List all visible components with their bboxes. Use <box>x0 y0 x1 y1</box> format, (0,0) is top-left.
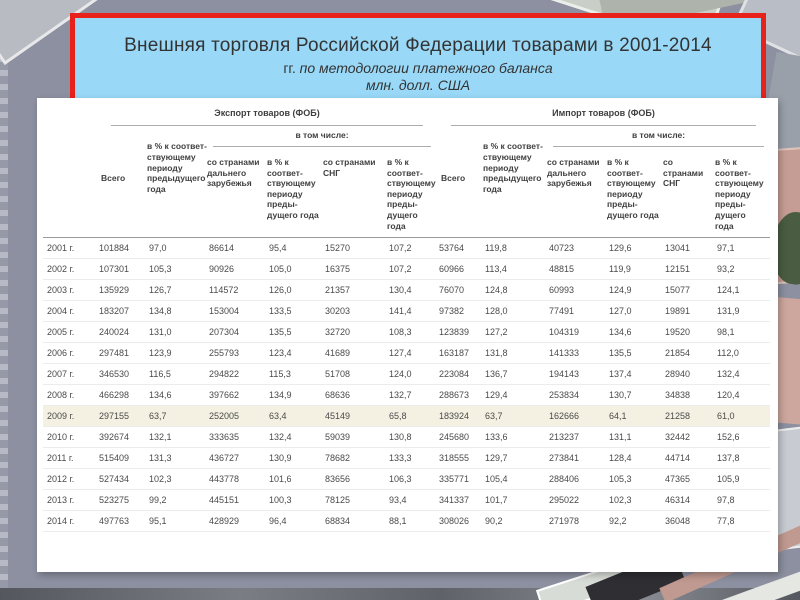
cell-value: 131,8 <box>483 343 547 364</box>
cell-value: 63,7 <box>483 406 547 427</box>
cell-value: 107,2 <box>387 238 437 259</box>
cell-value: 126,7 <box>147 280 207 301</box>
export-far-abroad-header: со странами дальнего зарубежья <box>207 153 267 238</box>
cell-value: 45149 <box>323 406 387 427</box>
cell-value: 341337 <box>437 490 483 511</box>
table-row <box>43 343 770 364</box>
cell-value: 21854 <box>663 343 715 364</box>
cell-value: 252005 <box>207 406 267 427</box>
import-far-abroad-pct-header: в % к соответствующему периоду предыдущего года <box>607 153 663 238</box>
cell-value: 308026 <box>437 511 483 532</box>
cell-value: 90926 <box>207 259 267 280</box>
cell-value: 131,3 <box>147 448 207 469</box>
cell-value: 131,9 <box>715 301 770 322</box>
row-year: 2010 г. <box>43 427 97 448</box>
row-year: 2003 г. <box>43 280 97 301</box>
row-year: 2014 г. <box>43 511 97 532</box>
row-year: 2002 г. <box>43 259 97 280</box>
cell-value: 19891 <box>663 301 715 322</box>
cell-value: 46314 <box>663 490 715 511</box>
export-far-abroad-pct-header: в % к соответствующему периоду предыдущего года <box>267 153 323 238</box>
cell-value: 163187 <box>437 343 483 364</box>
cell-value: 105,4 <box>483 469 547 490</box>
cell-value: 123,4 <box>267 343 323 364</box>
cell-value: 207304 <box>207 322 267 343</box>
table-row <box>43 280 770 301</box>
cell-value: 124,1 <box>715 280 770 301</box>
cell-value: 515409 <box>97 448 147 469</box>
slide-units: млн. долл. США <box>365 77 471 93</box>
cell-value: 107301 <box>97 259 147 280</box>
cell-value: 101884 <box>97 238 147 259</box>
cell-value: 101,7 <box>483 490 547 511</box>
cell-value: 392674 <box>97 427 147 448</box>
cell-value: 32442 <box>663 427 715 448</box>
cell-value: 124,0 <box>387 364 437 385</box>
import-total-header: Всего <box>437 126 483 238</box>
cell-value: 108,3 <box>387 322 437 343</box>
cell-value: 76070 <box>437 280 483 301</box>
background-photo <box>0 0 8 600</box>
cell-value: 194143 <box>547 364 607 385</box>
row-year: 2013 г. <box>43 490 97 511</box>
cell-value: 141,4 <box>387 301 437 322</box>
cell-value: 126,0 <box>267 280 323 301</box>
cell-value: 288673 <box>437 385 483 406</box>
cell-value: 134,6 <box>607 322 663 343</box>
cell-value: 34838 <box>663 385 715 406</box>
cell-value: 68636 <box>323 385 387 406</box>
cell-value: 115,3 <box>267 364 323 385</box>
cell-value: 288406 <box>547 469 607 490</box>
table-row <box>43 490 770 511</box>
cell-value: 114572 <box>207 280 267 301</box>
cell-value: 152,6 <box>715 427 770 448</box>
slide-title-box <box>70 13 766 103</box>
cell-value: 294822 <box>207 364 267 385</box>
table-row <box>43 385 770 406</box>
row-year: 2005 г. <box>43 322 97 343</box>
cell-value: 497763 <box>97 511 147 532</box>
cell-value: 255793 <box>207 343 267 364</box>
cell-value: 183924 <box>437 406 483 427</box>
cell-value: 12151 <box>663 259 715 280</box>
cell-value: 88,1 <box>387 511 437 532</box>
cell-value: 68834 <box>323 511 387 532</box>
cell-value: 129,7 <box>483 448 547 469</box>
row-year: 2004 г. <box>43 301 97 322</box>
table-row <box>43 238 770 259</box>
cell-value: 60993 <box>547 280 607 301</box>
table-row <box>43 322 770 343</box>
import-cis-header: со странами СНГ <box>663 153 715 238</box>
cell-value: 297481 <box>97 343 147 364</box>
cell-value: 128,0 <box>483 301 547 322</box>
import-total-pct-header: в % к соответствующему периоду предыдущего года <box>483 126 547 238</box>
cell-value: 93,2 <box>715 259 770 280</box>
table-row <box>43 406 770 427</box>
cell-value: 153004 <box>207 301 267 322</box>
cell-value: 133,6 <box>483 427 547 448</box>
slide-title: Внешняя торговля Российской Федерации товарами в 2001-2014 <box>124 35 712 56</box>
cell-value: 134,8 <box>147 301 207 322</box>
cell-value: 271978 <box>547 511 607 532</box>
cell-value: 61,0 <box>715 406 770 427</box>
cell-value: 132,7 <box>387 385 437 406</box>
cell-value: 135929 <box>97 280 147 301</box>
cell-value: 141333 <box>547 343 607 364</box>
cell-value: 104319 <box>547 322 607 343</box>
cell-value: 28940 <box>663 364 715 385</box>
cell-value: 213237 <box>547 427 607 448</box>
cell-value: 95,1 <box>147 511 207 532</box>
cell-value: 128,4 <box>607 448 663 469</box>
cell-value: 135,5 <box>267 322 323 343</box>
cell-value: 60966 <box>437 259 483 280</box>
cell-value: 436727 <box>207 448 267 469</box>
export-total-header: Всего <box>97 126 147 238</box>
cell-value: 397662 <box>207 385 267 406</box>
cell-value: 96,4 <box>267 511 323 532</box>
export-including-header: в том числе: <box>207 126 437 153</box>
cell-value: 131,0 <box>147 322 207 343</box>
table-row <box>43 469 770 490</box>
cell-value: 97,8 <box>715 490 770 511</box>
cell-value: 32720 <box>323 322 387 343</box>
cell-value: 273841 <box>547 448 607 469</box>
cell-value: 134,6 <box>147 385 207 406</box>
cell-value: 183207 <box>97 301 147 322</box>
cell-value: 133,5 <box>267 301 323 322</box>
cell-value: 100,3 <box>267 490 323 511</box>
cell-value: 223084 <box>437 364 483 385</box>
cell-value: 90,2 <box>483 511 547 532</box>
cell-value: 86614 <box>207 238 267 259</box>
cell-value: 295022 <box>547 490 607 511</box>
cell-value: 40723 <box>547 238 607 259</box>
cell-value: 136,7 <box>483 364 547 385</box>
import-cis-pct-header: в % к соответствующему периоду предыдущего года <box>715 153 770 238</box>
row-year: 2012 г. <box>43 469 97 490</box>
cell-value: 41689 <box>323 343 387 364</box>
cell-value: 78125 <box>323 490 387 511</box>
cell-value: 65,8 <box>387 406 437 427</box>
cell-value: 30203 <box>323 301 387 322</box>
cell-value: 113,4 <box>483 259 547 280</box>
cell-value: 15077 <box>663 280 715 301</box>
cell-value: 106,3 <box>387 469 437 490</box>
row-year: 2011 г. <box>43 448 97 469</box>
cell-value: 130,4 <box>387 280 437 301</box>
row-year: 2006 г. <box>43 343 97 364</box>
cell-value: 102,3 <box>607 490 663 511</box>
row-year: 2009 г. <box>43 406 97 427</box>
cell-value: 101,6 <box>267 469 323 490</box>
cell-value: 127,4 <box>387 343 437 364</box>
cell-value: 124,8 <box>483 280 547 301</box>
slide-subtitle <box>75 60 761 76</box>
cell-value: 13041 <box>663 238 715 259</box>
cell-value: 77491 <box>547 301 607 322</box>
cell-value: 123839 <box>437 322 483 343</box>
cell-value: 64,1 <box>607 406 663 427</box>
cell-value: 335771 <box>437 469 483 490</box>
row-year: 2001 г. <box>43 238 97 259</box>
cell-value: 131,1 <box>607 427 663 448</box>
cell-value: 59039 <box>323 427 387 448</box>
cell-value: 137,8 <box>715 448 770 469</box>
cell-value: 53764 <box>437 238 483 259</box>
cell-value: 123,9 <box>147 343 207 364</box>
cell-value: 97382 <box>437 301 483 322</box>
cell-value: 102,3 <box>147 469 207 490</box>
cell-value: 105,3 <box>607 469 663 490</box>
table-row <box>43 427 770 448</box>
cell-value: 51708 <box>323 364 387 385</box>
cell-value: 527434 <box>97 469 147 490</box>
cell-value: 105,9 <box>715 469 770 490</box>
cell-value: 162666 <box>547 406 607 427</box>
cell-value: 346530 <box>97 364 147 385</box>
trade-table <box>43 105 770 532</box>
cell-value: 119,9 <box>607 259 663 280</box>
row-year: 2007 г. <box>43 364 97 385</box>
cell-value: 83656 <box>323 469 387 490</box>
cell-value: 97,0 <box>147 238 207 259</box>
cell-value: 19520 <box>663 322 715 343</box>
cell-value: 44714 <box>663 448 715 469</box>
import-including-header: в том числе: <box>547 126 770 153</box>
cell-value: 47365 <box>663 469 715 490</box>
export-cis-pct-header: в % к соответствующему периоду предыдущего года <box>387 153 437 238</box>
subtitle-prefix: гг. <box>283 60 296 76</box>
cell-value: 77,8 <box>715 511 770 532</box>
export-total-pct-header: в % к соответствующему периоду предыдущего года <box>147 126 207 238</box>
cell-value: 21258 <box>663 406 715 427</box>
cell-value: 137,4 <box>607 364 663 385</box>
table-body <box>43 238 770 532</box>
table-row <box>43 259 770 280</box>
trade-table-panel <box>37 98 778 572</box>
cell-value: 15270 <box>323 238 387 259</box>
cell-value: 333635 <box>207 427 267 448</box>
cell-value: 130,9 <box>267 448 323 469</box>
row-year: 2008 г. <box>43 385 97 406</box>
cell-value: 135,5 <box>607 343 663 364</box>
cell-value: 21357 <box>323 280 387 301</box>
cell-value: 48815 <box>547 259 607 280</box>
cell-value: 297155 <box>97 406 147 427</box>
cell-value: 130,8 <box>387 427 437 448</box>
cell-value: 127,2 <box>483 322 547 343</box>
cell-value: 63,4 <box>267 406 323 427</box>
cell-value: 240024 <box>97 322 147 343</box>
cell-value: 127,0 <box>607 301 663 322</box>
cell-value: 36048 <box>663 511 715 532</box>
cell-value: 105,3 <box>147 259 207 280</box>
cell-value: 120,4 <box>715 385 770 406</box>
cell-value: 107,2 <box>387 259 437 280</box>
cell-value: 105,0 <box>267 259 323 280</box>
cell-value: 99,2 <box>147 490 207 511</box>
table-header <box>43 105 770 238</box>
cell-value: 466298 <box>97 385 147 406</box>
cell-value: 130,7 <box>607 385 663 406</box>
year-column-header <box>43 105 97 238</box>
cell-value: 132,1 <box>147 427 207 448</box>
cell-value: 129,6 <box>607 238 663 259</box>
import-group-header: Импорт товаров (ФОБ) <box>437 105 770 126</box>
table-row <box>43 364 770 385</box>
import-far-abroad-header: со странами дальнего зарубежья <box>547 153 607 238</box>
cell-value: 132,4 <box>267 427 323 448</box>
cell-value: 119,8 <box>483 238 547 259</box>
cell-value: 428929 <box>207 511 267 532</box>
cell-value: 132,4 <box>715 364 770 385</box>
cell-value: 245680 <box>437 427 483 448</box>
cell-value: 98,1 <box>715 322 770 343</box>
cell-value: 95,4 <box>267 238 323 259</box>
cell-value: 253834 <box>547 385 607 406</box>
cell-value: 78682 <box>323 448 387 469</box>
cell-value: 93,4 <box>387 490 437 511</box>
cell-value: 133,3 <box>387 448 437 469</box>
table-row <box>43 448 770 469</box>
cell-value: 16375 <box>323 259 387 280</box>
cell-value: 116,5 <box>147 364 207 385</box>
cell-value: 63,7 <box>147 406 207 427</box>
cell-value: 124,9 <box>607 280 663 301</box>
cell-value: 318555 <box>437 448 483 469</box>
export-cis-header: со странами СНГ <box>323 153 387 238</box>
subtitle-text: по методологии платежного баланса <box>299 60 553 76</box>
export-group-header: Экспорт товаров (ФОБ) <box>97 105 437 126</box>
cell-value: 445151 <box>207 490 267 511</box>
cell-value: 523275 <box>97 490 147 511</box>
cell-value: 97,1 <box>715 238 770 259</box>
table-row <box>43 301 770 322</box>
cell-value: 443778 <box>207 469 267 490</box>
cell-value: 92,2 <box>607 511 663 532</box>
cell-value: 112,0 <box>715 343 770 364</box>
cell-value: 129,4 <box>483 385 547 406</box>
table-row <box>43 511 770 532</box>
cell-value: 134,9 <box>267 385 323 406</box>
